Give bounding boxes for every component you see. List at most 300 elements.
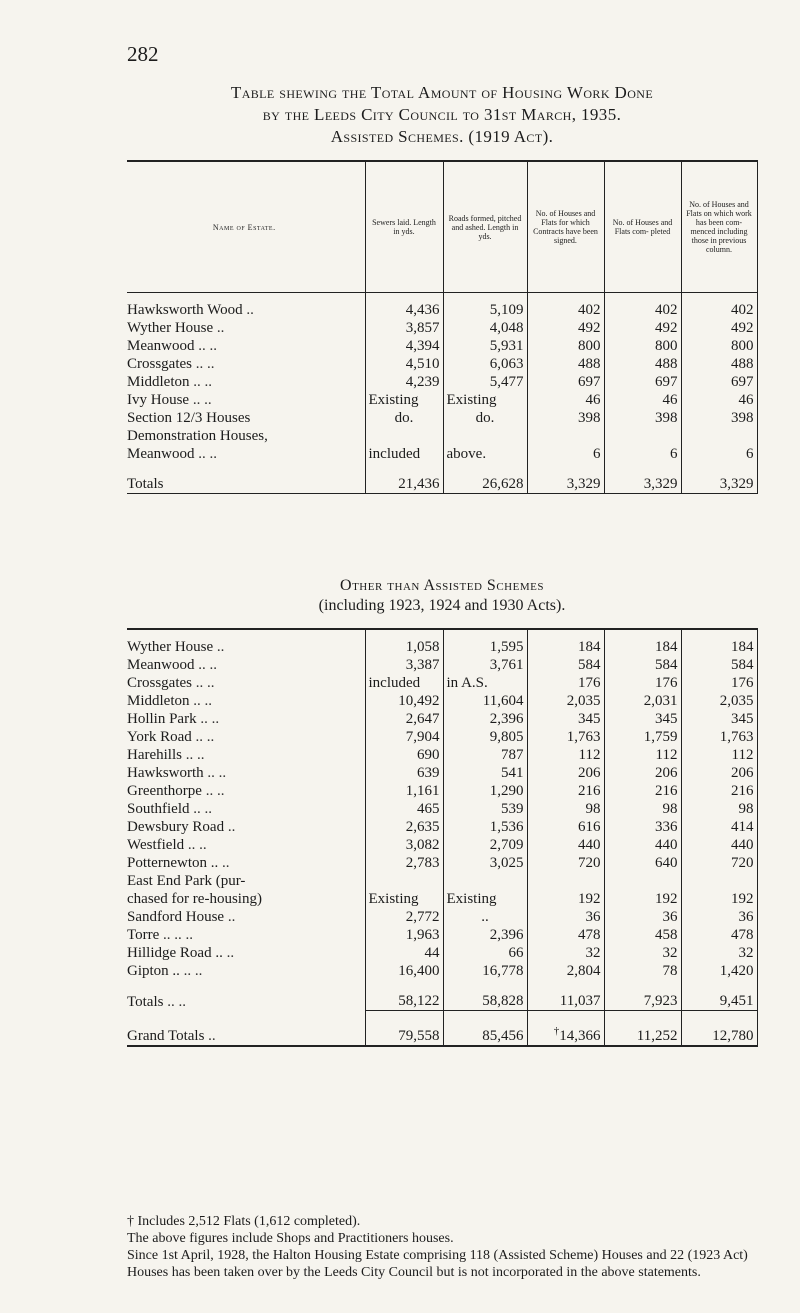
commenced-cell: 36 <box>681 908 757 926</box>
dot-leader: .. .. <box>200 711 220 727</box>
roads-cell: 4,048 <box>443 319 527 337</box>
sewers-cell: included <box>365 674 443 692</box>
contracts-cell <box>527 293 604 320</box>
estate-name-cell <box>127 427 365 445</box>
dagger-mark: † <box>553 1025 560 1037</box>
commenced-cell: 398 <box>681 409 757 427</box>
estate-name: Gipton .. <box>127 963 180 979</box>
table-row <box>127 746 757 764</box>
table-row <box>127 764 757 782</box>
dot-leader: .. <box>208 1028 216 1044</box>
estate-name-cell <box>127 854 365 872</box>
contracts-value: 720 <box>578 855 601 871</box>
footnote-halton: Since 1st April, 1928, the Halton Housing Estate comprising 118 (Assisted Scheme) Houses and 22 (1923 Act) Houses has been taken over by the Leeds City Council but is not incorporated in the above statements. <box>127 1248 748 1280</box>
assisted-schemes-table <box>127 160 758 494</box>
contracts-value: 478 <box>578 927 601 943</box>
estate-name: Totals <box>127 993 164 1010</box>
completed-cell: 345 <box>604 710 681 728</box>
dot-leader: .. .. <box>193 801 212 817</box>
commenced-cell: 176 <box>681 674 757 692</box>
commenced-cell: 402 <box>681 293 757 320</box>
contracts-value: 32 <box>585 945 601 961</box>
completed-cell: 11,252 <box>604 1011 681 1047</box>
estate-name-cell <box>127 391 365 409</box>
sewers-cell: 3,387 <box>365 656 443 674</box>
roads-cell: 1,595 <box>443 629 527 656</box>
estate-name-cell <box>127 674 365 692</box>
estate-name: Dewsbury Road <box>127 819 225 835</box>
footnote-dagger: † Includes 2,512 Flats (1,612 completed). <box>127 1214 361 1229</box>
header-commenced: No. of Houses and Flats on which work has been com- menced including those in previous column. <box>681 161 757 293</box>
sewers-cell: 4,394 <box>365 337 443 355</box>
dot-leader: .. <box>222 855 230 871</box>
commenced-cell: 345 <box>681 710 757 728</box>
estate-name: Section 12/3 Houses <box>127 410 251 426</box>
contracts-value: 216 <box>578 783 601 799</box>
commenced-cell: 98 <box>681 800 757 818</box>
completed-cell: 492 <box>604 319 681 337</box>
table-row <box>127 890 757 908</box>
sewers-cell <box>365 427 443 445</box>
commenced-cell: 478 <box>681 926 757 944</box>
dot-leader: .. .. <box>167 993 186 1010</box>
roads-cell: .. <box>443 908 527 926</box>
completed-cell: 640 <box>604 854 681 872</box>
contracts-value: 176 <box>578 675 601 691</box>
sewers-cell: 2,783 <box>365 854 443 872</box>
contracts-cell <box>527 656 604 674</box>
roads-cell: 11,604 <box>443 692 527 710</box>
completed-cell: 46 <box>604 391 681 409</box>
footnotes <box>127 1213 757 1281</box>
contracts-value: 206 <box>578 765 601 781</box>
roads-cell: 66 <box>443 944 527 962</box>
dot-leader: .. .. <box>198 657 217 673</box>
contracts-cell <box>527 337 604 355</box>
table-row <box>127 463 757 494</box>
roads-cell: 58,828 <box>443 980 527 1011</box>
completed-cell: 458 <box>604 926 681 944</box>
table-row <box>127 944 757 962</box>
sewers-cell: do. <box>365 409 443 427</box>
contracts-cell <box>527 746 604 764</box>
estate-name: Harehills <box>127 747 182 763</box>
dot-leader: .. <box>227 819 236 835</box>
sewers-cell: 7,904 <box>365 728 443 746</box>
estate-name: Southfield <box>127 801 190 817</box>
roads-cell: in A.S. <box>443 674 527 692</box>
footnote-shops: The above figures include Shops and Practitioners houses. <box>127 1231 454 1246</box>
commenced-cell: 492 <box>681 319 757 337</box>
commenced-cell: 440 <box>681 836 757 854</box>
sewers-cell: 44 <box>365 944 443 962</box>
table-row <box>127 293 757 320</box>
estate-name: Hawksworth Wood <box>127 302 243 318</box>
table-row <box>127 962 757 980</box>
table-row <box>127 409 757 427</box>
commenced-cell: 697 <box>681 373 757 391</box>
dot-leader: .. .. <box>187 837 207 853</box>
dot-leader: .. .. <box>193 693 212 709</box>
contracts-cell <box>527 674 604 692</box>
table-row <box>127 872 757 890</box>
estate-name-cell <box>127 980 365 1011</box>
dot-leader: .. <box>216 639 225 655</box>
roads-cell: 16,778 <box>443 962 527 980</box>
table-row <box>127 319 757 337</box>
commenced-cell: 1,763 <box>681 728 757 746</box>
roads-cell: 85,456 <box>443 1011 527 1047</box>
contracts-cell <box>527 355 604 373</box>
dot-leader: .. .. <box>205 783 225 799</box>
completed-cell: 98 <box>604 800 681 818</box>
estate-name: Sandford House <box>127 909 225 925</box>
completed-cell <box>604 427 681 445</box>
contracts-value: 440 <box>578 837 601 853</box>
commenced-cell: 414 <box>681 818 757 836</box>
estate-name: Totals <box>127 476 164 492</box>
dot-leader: .. .. <box>185 747 205 763</box>
table-row <box>127 692 757 710</box>
estate-name-cell <box>127 926 365 944</box>
roads-cell <box>443 427 527 445</box>
contracts-cell <box>527 463 604 494</box>
contracts-value: 3,329 <box>566 476 601 492</box>
table-row <box>127 980 757 1011</box>
contracts-cell <box>527 962 604 980</box>
completed-cell: 402 <box>604 293 681 320</box>
contracts-cell <box>527 908 604 926</box>
completed-cell: 78 <box>604 962 681 980</box>
header-name-of-estate: Name of Estate. <box>127 161 365 293</box>
estate-name-cell <box>127 293 365 320</box>
table-row <box>127 373 757 391</box>
sewers-cell: 3,857 <box>365 319 443 337</box>
estate-name-cell <box>127 728 365 746</box>
contracts-cell <box>527 836 604 854</box>
commenced-cell: 488 <box>681 355 757 373</box>
estate-name: Demonstration Houses, <box>127 428 268 444</box>
contracts-cell <box>527 629 604 656</box>
estate-name-cell <box>127 764 365 782</box>
roads-cell: 1,290 <box>443 782 527 800</box>
contracts-cell <box>527 818 604 836</box>
contracts-cell <box>527 872 604 890</box>
completed-cell: 192 <box>604 890 681 908</box>
dot-leader: .. .. <box>198 446 217 462</box>
contracts-value: 1,763 <box>566 729 601 745</box>
commenced-cell <box>681 427 757 445</box>
completed-cell: 440 <box>604 836 681 854</box>
completed-cell: 216 <box>604 782 681 800</box>
sewers-cell: 21,436 <box>365 463 443 494</box>
completed-cell: 6 <box>604 445 681 463</box>
sewers-cell: 4,239 <box>365 373 443 391</box>
commenced-cell <box>681 872 757 890</box>
contracts-value: 11,037 <box>559 993 601 1009</box>
table-row <box>127 391 757 409</box>
completed-cell: 184 <box>604 629 681 656</box>
contracts-cell <box>527 710 604 728</box>
estate-name: chased for re-housing) <box>127 891 262 907</box>
contracts-value: 192 <box>578 891 601 907</box>
contracts-cell <box>527 692 604 710</box>
estate-name: Hollin Park <box>127 711 197 727</box>
contracts-cell <box>527 944 604 962</box>
table-row <box>127 427 757 445</box>
completed-cell: 206 <box>604 764 681 782</box>
contracts-value: 492 <box>578 320 601 336</box>
table-row <box>127 854 757 872</box>
contracts-value: 402 <box>578 302 601 318</box>
estate-name: Crossgates <box>127 356 192 372</box>
contracts-cell <box>527 854 604 872</box>
roads-cell: 2,396 <box>443 926 527 944</box>
other-schemes-heading <box>127 576 757 616</box>
dot-leader: .. .. <box>193 374 212 390</box>
roads-cell: 541 <box>443 764 527 782</box>
estate-name-cell <box>127 944 365 962</box>
sewers-cell: included <box>365 445 443 463</box>
roads-cell: 2,396 <box>443 710 527 728</box>
contracts-value: 112 <box>578 747 601 763</box>
sewers-cell: 79,558 <box>365 1011 443 1047</box>
dot-leader: .. .. .. <box>163 927 194 943</box>
contracts-value: 697 <box>578 374 601 390</box>
estate-name-cell <box>127 962 365 980</box>
commenced-cell: 184 <box>681 629 757 656</box>
dot-leader: .. .. <box>195 675 215 691</box>
table-row <box>127 782 757 800</box>
dot-leader: .. <box>216 320 225 336</box>
dot-leader: .. <box>246 302 254 318</box>
table-row <box>127 337 757 355</box>
completed-cell: 7,923 <box>604 980 681 1011</box>
contracts-value: 6 <box>593 446 601 462</box>
estate-name: Westfield <box>127 837 185 853</box>
completed-cell: 336 <box>604 818 681 836</box>
completed-cell: 36 <box>604 908 681 926</box>
roads-cell: 787 <box>443 746 527 764</box>
estate-name-cell <box>127 373 365 391</box>
page-number: 282 <box>127 42 159 66</box>
sewers-cell: Existing <box>365 391 443 409</box>
contracts-cell <box>527 373 604 391</box>
commenced-cell: 3,329 <box>681 463 757 494</box>
completed-cell: 32 <box>604 944 681 962</box>
estate-name-cell <box>127 629 365 656</box>
sewers-cell: 10,492 <box>365 692 443 710</box>
table-row <box>127 445 757 463</box>
completed-cell: 697 <box>604 373 681 391</box>
dot-leader: .. <box>226 945 235 961</box>
estate-name-cell <box>127 692 365 710</box>
sewers-cell: 4,510 <box>365 355 443 373</box>
estate-name: Meanwood <box>127 446 195 462</box>
estate-name: Greenthorpe <box>127 783 202 799</box>
contracts-cell <box>527 427 604 445</box>
dot-leader: .. <box>227 909 236 925</box>
completed-cell: 3,329 <box>604 463 681 494</box>
other-schemes-table <box>127 628 758 1047</box>
contracts-value: 616 <box>578 819 601 835</box>
estate-name-cell <box>127 445 365 463</box>
sewers-cell: 58,122 <box>365 980 443 1011</box>
sewers-cell: 4,436 <box>365 293 443 320</box>
table-row <box>127 926 757 944</box>
sewers-cell: 690 <box>365 746 443 764</box>
roads-cell: 1,536 <box>443 818 527 836</box>
estate-name: Wyther House <box>127 320 214 336</box>
contracts-cell <box>527 980 604 1011</box>
header-contracts: No. of Houses and Flats for which Contracts have been signed. <box>527 161 604 293</box>
estate-name-cell <box>127 409 365 427</box>
contracts-cell <box>527 409 604 427</box>
estate-name: Hillidge Road .. <box>127 945 223 961</box>
roads-cell: 5,477 <box>443 373 527 391</box>
roads-cell: 5,109 <box>443 293 527 320</box>
other-heading-line-2: (including 1923, 1924 and 1930 Acts). <box>318 597 566 614</box>
contracts-value: 2,035 <box>566 693 601 709</box>
commenced-cell: 800 <box>681 337 757 355</box>
contracts-cell <box>527 890 604 908</box>
commenced-cell: 6 <box>681 445 757 463</box>
estate-name-cell <box>127 746 365 764</box>
commenced-cell: 720 <box>681 854 757 872</box>
sewers-cell: 3,082 <box>365 836 443 854</box>
contracts-cell <box>527 319 604 337</box>
estate-name: Crossgates <box>127 675 192 691</box>
table-row <box>127 629 757 656</box>
contracts-cell <box>527 728 604 746</box>
contracts-value: 584 <box>578 657 601 673</box>
contracts-value: 800 <box>578 338 601 354</box>
dot-leader: .. .. <box>198 338 217 354</box>
page-title <box>127 82 757 148</box>
table-row <box>127 710 757 728</box>
roads-cell: 2,709 <box>443 836 527 854</box>
contracts-value: 98 <box>585 801 601 817</box>
estate-name: Middleton <box>127 693 190 709</box>
estate-name-cell <box>127 656 365 674</box>
sewers-cell: 1,963 <box>365 926 443 944</box>
contracts-value: 345 <box>578 711 601 727</box>
contracts-value: 2,804 <box>566 963 601 979</box>
header-completed: No. of Houses and Flats com- pleted <box>604 161 681 293</box>
commenced-cell: 46 <box>681 391 757 409</box>
table-row <box>127 656 757 674</box>
table-row <box>127 836 757 854</box>
commenced-cell: 216 <box>681 782 757 800</box>
dot-leader: .. .. <box>207 765 227 781</box>
title-line-3: Assisted Schemes. (1919 Act). <box>330 127 554 146</box>
contracts-cell <box>527 1011 604 1047</box>
contracts-value: 184 <box>578 639 601 655</box>
roads-cell <box>443 872 527 890</box>
title-line-1: Table shewing the Total Amount of Housing Work Done <box>230 83 654 102</box>
header-roads: Roads formed, pitched and ashed. Length in yds. <box>443 161 527 293</box>
commenced-cell: 1,420 <box>681 962 757 980</box>
roads-cell: do. <box>443 409 527 427</box>
estate-name-cell <box>127 890 365 908</box>
estate-name-cell <box>127 836 365 854</box>
completed-cell: 800 <box>604 337 681 355</box>
estate-name: Meanwood <box>127 657 195 673</box>
table-row <box>127 728 757 746</box>
roads-cell: Existing <box>443 890 527 908</box>
contracts-value: 46 <box>585 392 601 408</box>
completed-cell: 112 <box>604 746 681 764</box>
header-sewers: Sewers laid. Length in yds. <box>365 161 443 293</box>
estate-name: Torre <box>127 927 160 943</box>
estate-name: Hawksworth <box>127 765 204 781</box>
contracts-value: 398 <box>578 410 601 426</box>
sewers-cell: 1,058 <box>365 629 443 656</box>
commenced-cell: 192 <box>681 890 757 908</box>
dot-leader: .. .. <box>183 963 203 979</box>
dot-leader: .. .. <box>195 729 215 745</box>
commenced-cell: 2,035 <box>681 692 757 710</box>
contracts-value: 488 <box>578 356 601 372</box>
contracts-cell <box>527 800 604 818</box>
sewers-cell: 16,400 <box>365 962 443 980</box>
contracts-cell <box>527 764 604 782</box>
estate-name-cell <box>127 355 365 373</box>
estate-name: Potternewton .. <box>127 855 219 871</box>
estate-name: York Road <box>127 729 192 745</box>
estate-name: East End Park (pur- <box>127 873 246 889</box>
contracts-cell <box>527 926 604 944</box>
commenced-cell: 112 <box>681 746 757 764</box>
completed-cell: 488 <box>604 355 681 373</box>
completed-cell: 176 <box>604 674 681 692</box>
sewers-cell: 2,772 <box>365 908 443 926</box>
completed-cell <box>604 872 681 890</box>
completed-cell: 398 <box>604 409 681 427</box>
commenced-cell: 9,451 <box>681 980 757 1011</box>
roads-cell: 3,025 <box>443 854 527 872</box>
estate-name-cell <box>127 818 365 836</box>
roads-cell: 5,931 <box>443 337 527 355</box>
sewers-cell: 1,161 <box>365 782 443 800</box>
roads-cell: 26,628 <box>443 463 527 494</box>
sewers-cell: 639 <box>365 764 443 782</box>
estate-name-cell <box>127 463 365 494</box>
other-heading-line-1: Other than Assisted Schemes <box>340 577 544 594</box>
commenced-cell: 584 <box>681 656 757 674</box>
completed-cell: 1,759 <box>604 728 681 746</box>
completed-cell: 584 <box>604 656 681 674</box>
table-row <box>127 800 757 818</box>
sewers-cell: Existing <box>365 890 443 908</box>
estate-name-cell <box>127 782 365 800</box>
contracts-value: 36 <box>585 909 601 925</box>
roads-cell: 6,063 <box>443 355 527 373</box>
table-row <box>127 355 757 373</box>
estate-name: Grand Totals <box>127 1028 205 1044</box>
contracts-cell <box>527 782 604 800</box>
dot-leader: .. .. <box>192 392 212 408</box>
estate-name-cell <box>127 710 365 728</box>
sewers-cell: 465 <box>365 800 443 818</box>
estate-name-cell <box>127 800 365 818</box>
contracts-cell <box>527 391 604 409</box>
commenced-cell: 12,780 <box>681 1011 757 1047</box>
roads-cell: 539 <box>443 800 527 818</box>
table-row <box>127 1011 757 1047</box>
sewers-cell: 2,635 <box>365 818 443 836</box>
estate-name-cell <box>127 872 365 890</box>
